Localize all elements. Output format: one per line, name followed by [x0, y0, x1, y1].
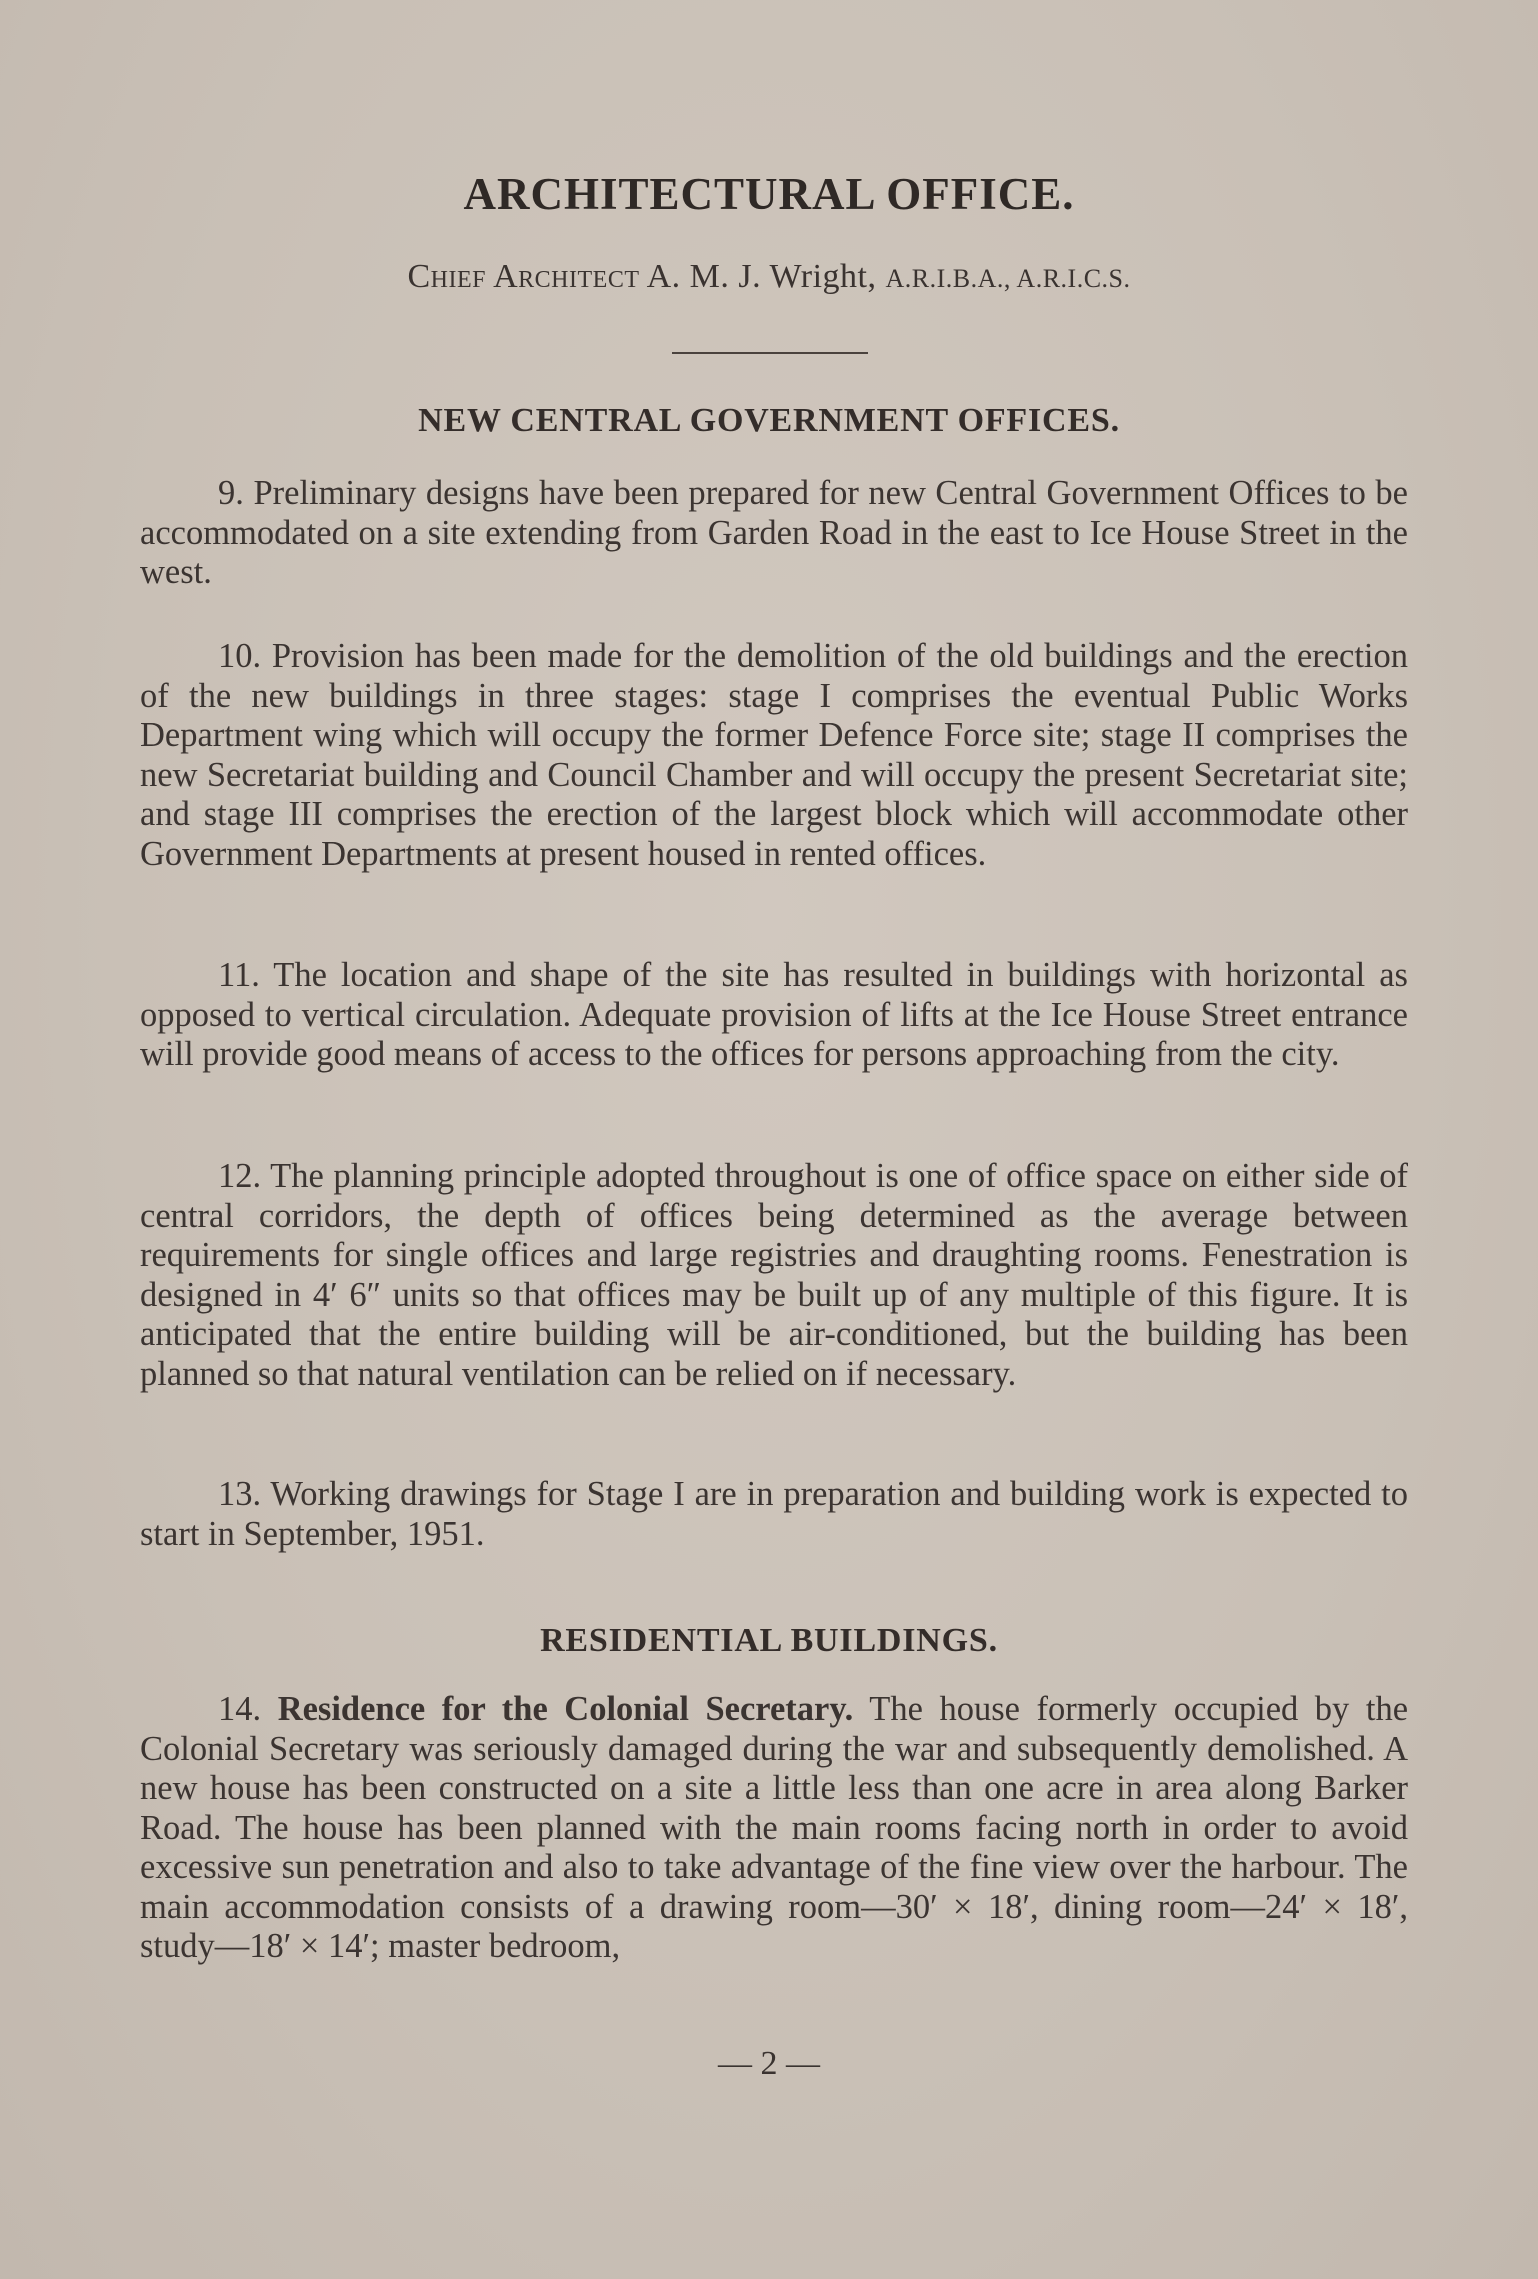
paragraph-number: 9. [218, 474, 244, 512]
paragraph-10 [140, 637, 1408, 874]
page-title: ARCHITECTURAL OFFICE. [463, 169, 1075, 219]
chief-name: A. M. J. Wright, [646, 258, 877, 295]
paragraph-lead: Residence for the Colonial Secretary. [277, 1690, 854, 1728]
paragraph-text: The planning principle adopted throughout is one of office space on either side of central corridors, the depth of offices being determined as the average between requirements for single offices and large registries and draughting rooms. Fenestration is designed in 4′ 6″ units so that offices may be built up of any multiple of this figure. It is anticipated that the entire building will be air-conditioned, but the building has been planned so that natural ventilation can be relied on if necessary. [140, 1157, 1408, 1393]
paragraph-number: 12. [218, 1157, 262, 1195]
paragraph-9 [140, 474, 1408, 593]
paragraph-number: 13. [218, 1475, 262, 1513]
title-divider [672, 352, 868, 354]
paragraph-text: Provision has been made for the demolition of the old buildings and the erection of the new buildings in three stages: stage I comprises the eventual Public Works Department wing which will occupy the former Defence Force site; stage II comprises the new Secretariat building and Council Chamber and will occupy the present Secretariat site; and stage III comprises the erection of the largest block which will accommodate other Government Departments at present housed in rented offices. [140, 637, 1408, 873]
paragraph-12 [140, 1157, 1408, 1394]
paragraph-text: The location and shape of the site has resulted in buildings with horizontal as opposed to vertical circulation. Adequate provision of lifts at the Ice House Street entrance will provide good means of access to the offices for persons approaching from the city. [140, 956, 1408, 1073]
paragraph-number: 10. [218, 637, 262, 675]
paragraph-number: 14. [218, 1690, 262, 1728]
paragraph-14 [140, 1690, 1408, 1967]
section-heading-residential: RESIDENTIAL BUILDINGS. [540, 1622, 998, 1659]
paragraph-text: Preliminary designs have been prepared for new Central Government Offices to be accommodated on a site extending from Garden Road in the east to Ice House Street in the west. [140, 474, 1408, 591]
chief-role: Chief Architect [407, 258, 640, 295]
paragraph-13 [140, 1475, 1408, 1554]
paragraph-11 [140, 956, 1408, 1075]
chief-architect-line [0, 258, 1538, 296]
paragraph-text: Working drawings for Stage I are in preparation and building work is expected to start in September, 1951. [140, 1475, 1408, 1553]
paragraph-number: 11. [218, 956, 260, 994]
paragraph-text: The house formerly occupied by the Colonial Secretary was seriously damaged during the war and subsequently demolished. A new house has been constructed on a site a little less than one acre in area along Barker Road. The house has been planned with the main rooms facing north in order to avoid excessive sun penetration and also to take advantage of the fine view over the harbour. The main accommodation consists of a drawing room—30′ × 18′, dining room—24′ × 18′, study—18′ × 14′; master bedroom, [140, 1690, 1409, 1965]
section-heading-central-offices: NEW CENTRAL GOVERNMENT OFFICES. [418, 402, 1120, 439]
page-number: — 2 — [718, 2045, 820, 2082]
chief-qualifications: A.R.I.B.A., A.R.I.C.S. [885, 264, 1131, 293]
